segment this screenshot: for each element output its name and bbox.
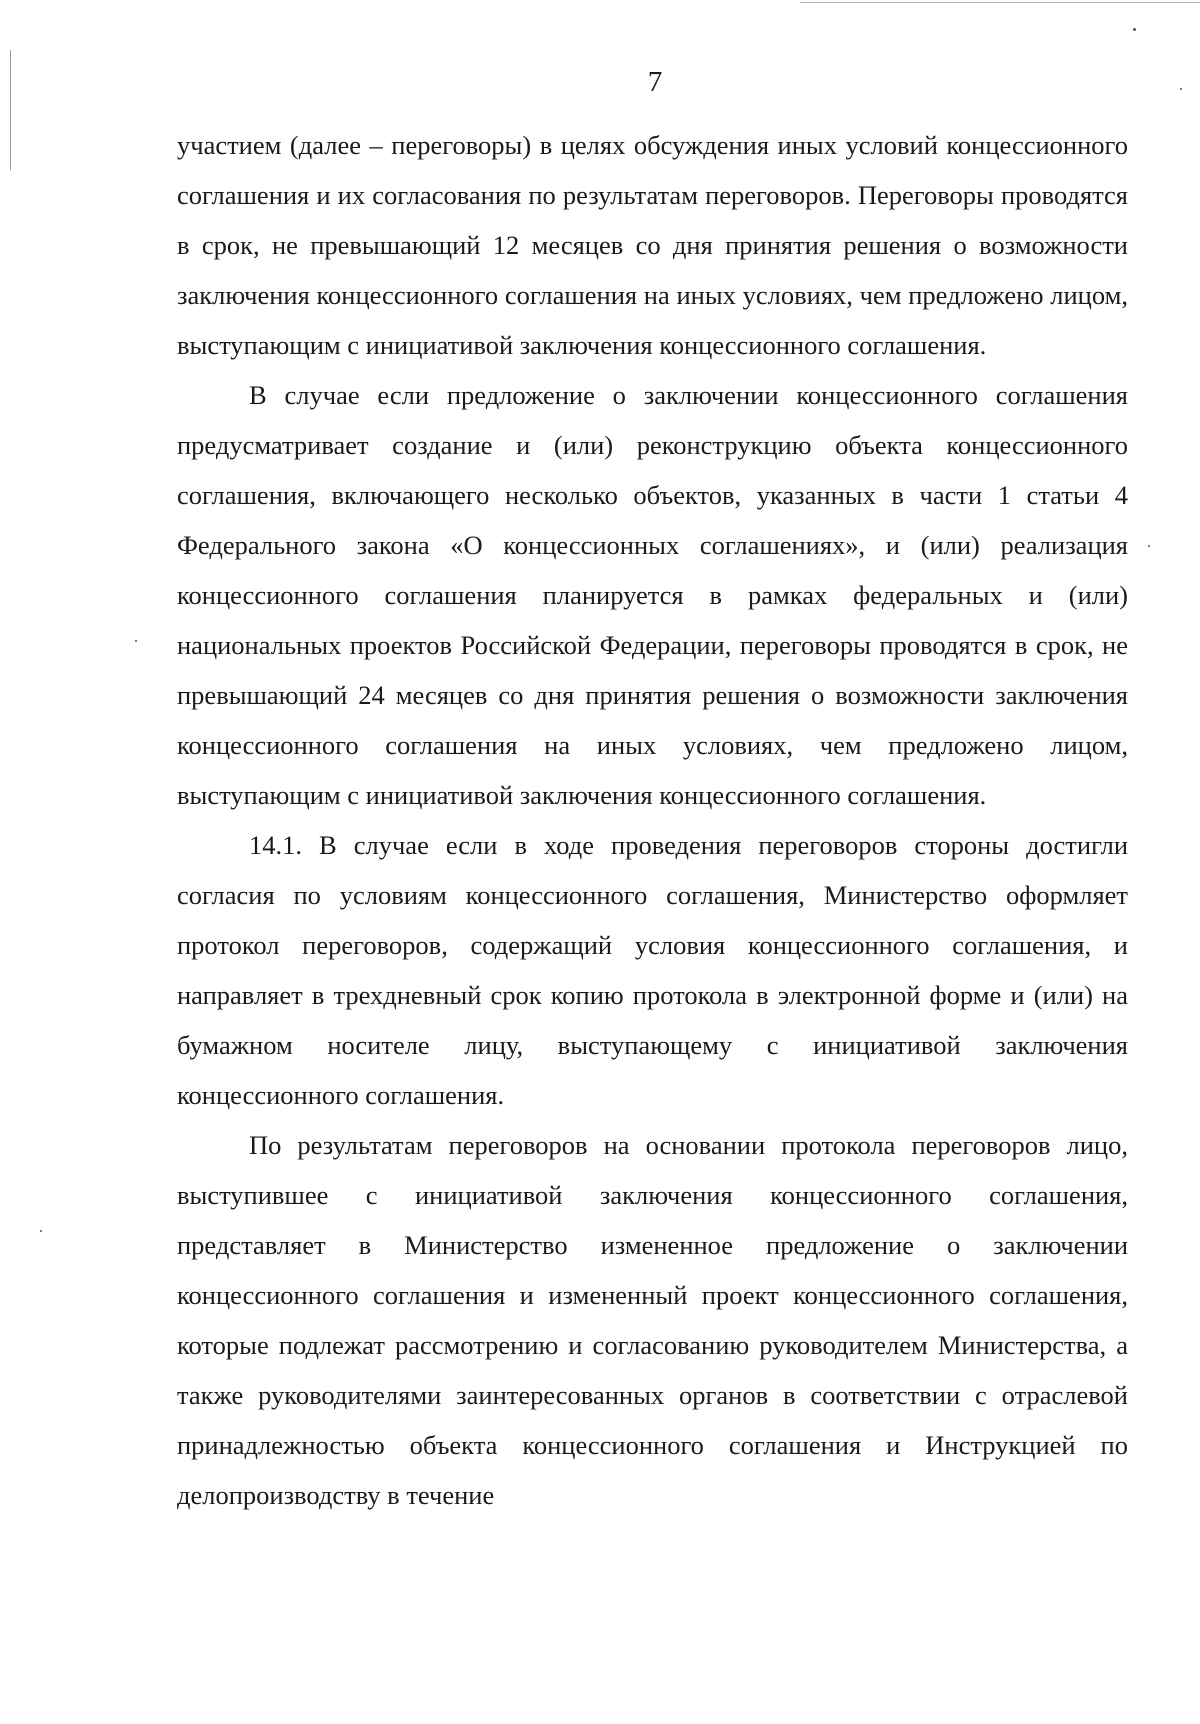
scan-speck	[40, 1230, 42, 1232]
document-body	[177, 120, 1128, 1520]
scan-speck	[1180, 88, 1182, 90]
scan-speck	[1133, 28, 1136, 31]
paragraph-continuation: участием (далее – переговоры) в целях обсуждения иных условий концессионного соглашения и их согласования по результатам переговоров. Переговоры проводятся в срок, не превышающий 12 месяцев со дня принятия решения о возможности заключения концессионного соглашения на иных условиях, чем предложено лицом, выступающим с инициативой заключения концессионного соглашения.	[177, 130, 1128, 360]
paragraph-14-1: 14.1. В случае если в ходе проведения переговоров стороны достигли согласия по условиям концессионного соглашения, Министерство оформляет протокол переговоров, содержащий условия концессионного соглашения, и направляет в трехдневный срок копию протокола в электронной форме и (или) на бумажном носителе лицу, выступающему с инициативой заключения концессионного соглашения.	[177, 830, 1128, 1110]
scan-speck	[135, 640, 137, 642]
scan-speck	[1148, 545, 1150, 547]
scan-edge-top	[800, 2, 1200, 3]
paragraph-results: По результатам переговоров на основании протокола переговоров лицо, выступившее с инициативой заключения концессионного соглашения, представляет в Министерство измененное предложение о заключении концессионного соглашения и измененный проект концессионного соглашения, которые подлежат рассмотрению и согласованию руководителем Министерства, а также руководителями заинтересованных органов в соответствии с отраслевой принадлежностью объекта концессионного соглашения и Инструкцией по делопроизводству в течение	[177, 1130, 1128, 1510]
paragraph-negotiation-term: В случае если предложение о заключении концессионного соглашения предусматривает создание и (или) реконструкцию объекта концессионного соглашения, включающего несколько объектов, указанных в части 1 статьи 4 Федерального закона «О концессионных соглашениях», и (или) реализация концессионного соглашения планируется в рамках федеральных и (или) национальных проектов Российской Федерации, переговоры проводятся в срок, не превышающий 24 месяцев со дня принятия решения о возможности заключения концессионного соглашения на иных условиях, чем предложено лицом, выступающим с инициативой заключения концессионного соглашения.	[177, 380, 1128, 810]
page-number: 7	[647, 66, 663, 98]
